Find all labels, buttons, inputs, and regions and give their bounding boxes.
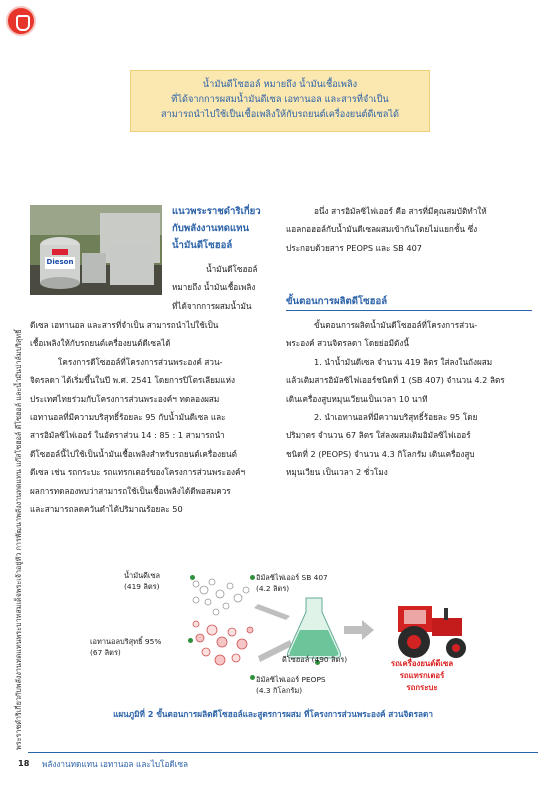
ethanol-dot [188, 638, 193, 643]
footer-title: พลังงานทดแทน เอทานอล และไบโอดีเซล [42, 759, 189, 769]
side-title: พระราชดำริเกี่ยวกับพลังงานทดแทนพระบาทสมเด็จพระเจ้าอยู่หัว การพัฒนาพลังงานทดแทน แก๊สโซฮอล์ ดีโซฮอล์ และน้ำมันปาล์มบริสุทธิ์ [14, 329, 23, 750]
left-body-paragraph: ดีเซล เอทานอล และสารที่จำเป็น สามารถนำไปใช้เป็น เชื้อเพลิงให้กับรถยนต์เครื่องยนต์ดีเซลได้ โครงการดีโซฮอล์ที่โครงการส่วนพระองค์ สวน- จิตรลดา ได้เริ่มขึ้นในปี พ.ศ. 2541 โดยการปิโตรเลียมแห่ง ประเทศไทยร่วมกับโครงการส่วนพระองค์ฯ ทดลองผสม เอทานอลที่มีความบริสุทธิ์ร้อยละ 95 กับน้ำมันดีเซล และ สารอิมัลซิไฟเออร์ ในอัตราส่วน 14 : 85 : 1 สามารถนำ ดีโซฮอล์นี้ไปใช้เป็นน้ำมันเชื้อเพลิงสำหรับรถยนต์เครื่องยนต์ ดีเซล เช่น รถกระบะ รถแทรกเตอร์ของโครงการส่วนพระองค์ฯ ผลการทดลองพบว่าสามารถใช้เป็นเชื้อเพลิงได้ดีพอสมควร และสามารถลดควันดำได้ปริมาณร้อยละ 50 [30, 320, 246, 515]
sb407-label: อิมัลซิไฟเออร์ SB 407 (4.2 ลิตร) [256, 573, 328, 593]
flask-icon [288, 598, 341, 658]
bubbles-top [193, 579, 249, 615]
right-intro-paragraph: อนึ่ง สารอิมัลซิไฟเออร์ คือ สารที่มีคุณสมบัติทำให้ แอลกอฮอล์กับน้ำมันดีเซลผสมเข้ากันโดยไม่แยกชั้น ซึ่ง ประกอบด้วยสาร PEOPS และ SB 407 [286, 206, 487, 253]
footer-rule [28, 752, 538, 753]
figure-caption: แผนภูมิที่ 2 ขั้นตอนการผลิตดีโซฮอล์และสูตรการผสม ที่โครงการส่วนพระองค์ สวนจิตรลดา [113, 709, 433, 719]
peops-dot [250, 675, 255, 680]
diesel-label: น้ำมันดีเซล (419 ลิตร) [124, 571, 160, 591]
callout-line: ที่ได้จากการผสมน้ำมันดีเซล เอทานอล และสารที่จำเป็น [171, 94, 389, 105]
callout-line: น้ำมันดีโซฮอล์ หมายถึง น้ำมันเชื้อเพลิง [202, 79, 358, 90]
section-heading-right: ขั้นตอนการผลิตดีโซฮอล์ [286, 296, 388, 307]
uses-label: รถเครื่องยนต์ดีเซล รถแทรกเตอร์ รถกระบะ [390, 659, 454, 692]
diesel-dot [190, 575, 195, 580]
photo-sign-text: Dieson [46, 258, 74, 266]
definition-callout [130, 70, 430, 132]
ethanol-label: เอทานอลบริสุทธิ์ 95% (67 ลิตร) [90, 637, 162, 657]
sb407-dot [250, 575, 255, 580]
callout-line: สามารถนำไปใช้เป็นเชื้อเพลิงให้กับรถยนต์เครื่องยนต์ดีเซลได้ [160, 109, 400, 120]
product-label: ดีโซฮอล์ (490 ลิตร) [282, 655, 348, 664]
page-number: 18 [18, 758, 30, 768]
diesohol-tank-photo [30, 205, 162, 295]
royal-seal-icon [6, 6, 36, 36]
bubbles-bottom [193, 621, 253, 665]
section-heading-left: แนวพระราชดำริเกี่ยว กับพลังงานทดแทน น้ำมันดีโซฮอล์ [172, 206, 261, 251]
left-wrap-paragraph: น้ำมันดีโซฮอล์ หมายถึง น้ำมันเชื้อเพลิง ที่ได้จากการผสมน้ำมัน [172, 264, 258, 311]
right-steps-paragraph: ขั้นตอนการผลิตน้ำมันดีโซฮอล์ที่โครงการส่วน- พระองค์ สวนจิตรลดา โดยย่อมีดังนี้ 1. นำน้ำมันดีเซล จำนวน 419 ลิตร ใส่ลงในถังผสม แล้วเติมสารอิมัลซิไฟเออร์ชนิดที่ 1 (SB 407) จำนวน 4.2 ลิตร เดินเครื่องสูบหมุนเวียนเป็นเวลา 10 นาที 2. นำเอทานอลที่มีความบริสุทธิ์ร้อยละ 95 โดย ปริมาตร จำนวน 67 ลิตร ใส่ลงผสมเติมอิมัลซิไฟเออร์ ชนิดที่ 2 (PEOPS) จำนวน 4.3 กิโลกรัม เดินเครื่องสูบ หมุนเวียน เป็นเวลา 2 ชั่วโมง [286, 320, 505, 478]
tractor-icon [398, 606, 466, 658]
peops-label: อิมัลซิไฟเออร์ PEOPS (4.3 กิโลกรัม) [256, 675, 326, 695]
heading-underline [286, 310, 532, 311]
